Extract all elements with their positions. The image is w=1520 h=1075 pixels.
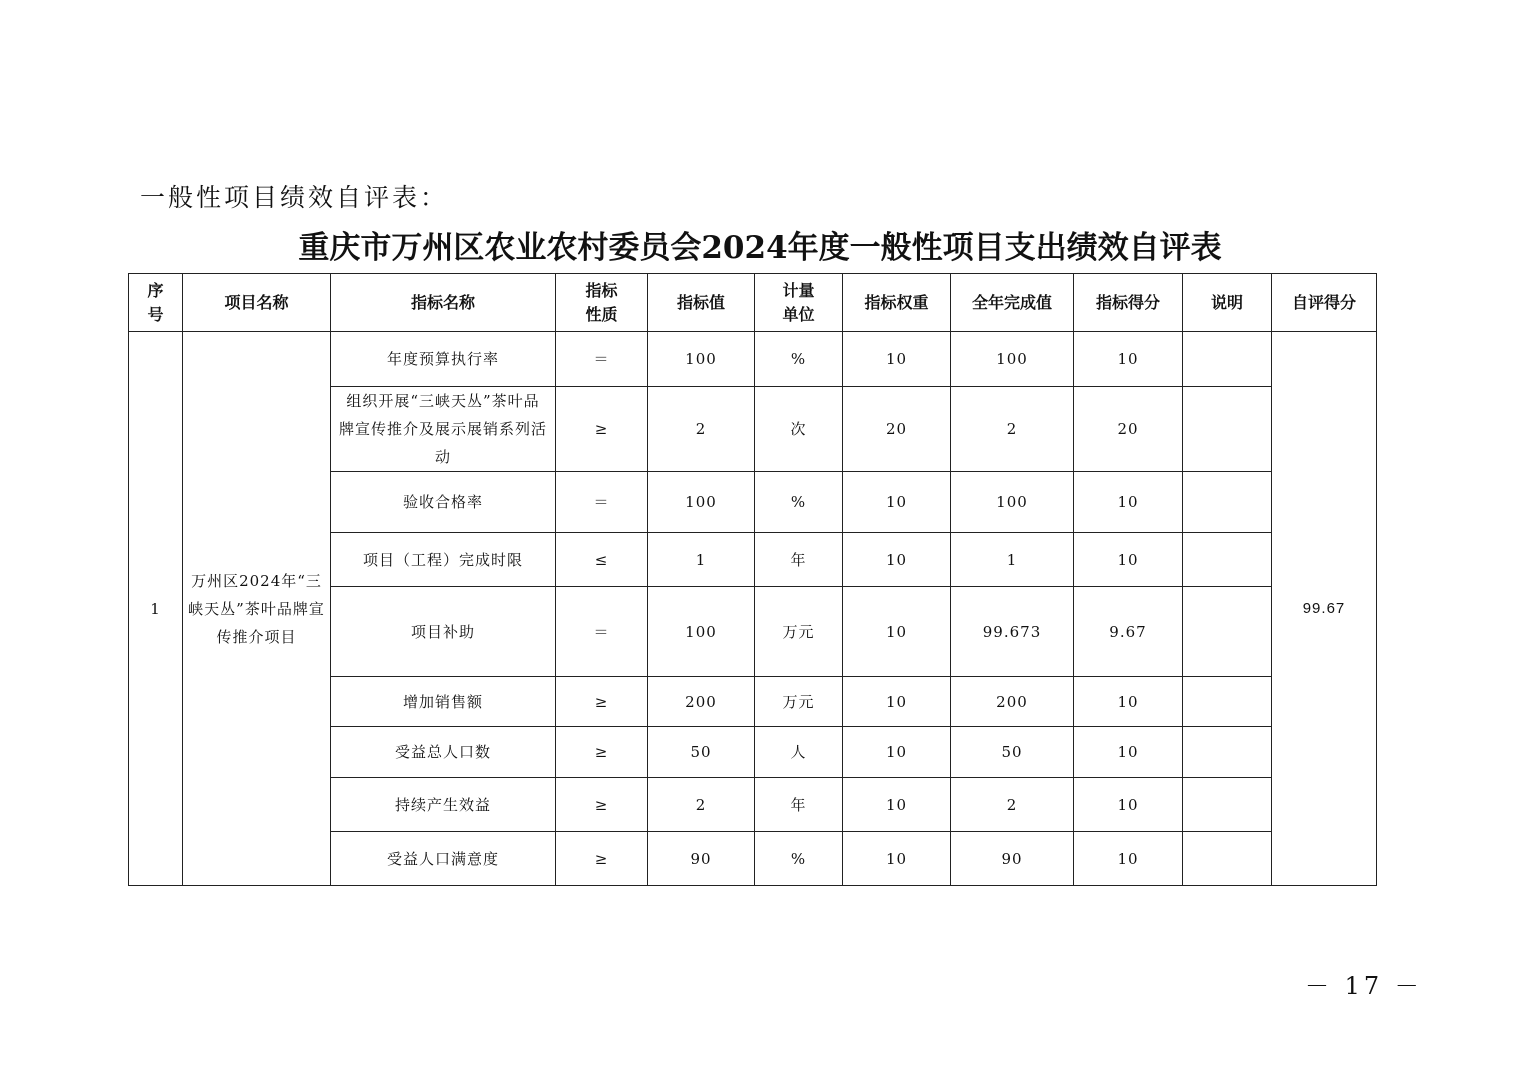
cell-score: 10: [1074, 677, 1183, 727]
cell-indicator: 组织开展“三峡天丛”茶叶品牌宣传推介及展示展销系列活动: [331, 387, 556, 472]
cell-value: 2: [648, 778, 755, 832]
cell-actual: 90: [951, 832, 1074, 886]
cell-nature: ＝: [556, 587, 648, 677]
cell-actual: 200: [951, 677, 1074, 727]
cell-value: 200: [648, 677, 755, 727]
page-number: － 17 －: [1305, 972, 1423, 1000]
header-note: 说明: [1183, 274, 1272, 332]
cell-nature: ≥: [556, 387, 648, 472]
cell-nature: ≥: [556, 677, 648, 727]
cell-indicator: 持续产生效益: [331, 778, 556, 832]
cell-note: [1183, 387, 1272, 472]
cell-actual: 2: [951, 778, 1074, 832]
cell-score: 10: [1074, 832, 1183, 886]
cell-weight: 10: [843, 778, 951, 832]
header-unit: 计量 单位: [755, 274, 843, 332]
cell-weight: 10: [843, 533, 951, 587]
cell-value: 100: [648, 332, 755, 387]
cell-unit: %: [755, 832, 843, 886]
cell-unit: 次: [755, 387, 843, 472]
cell-nature: ≥: [556, 778, 648, 832]
header-indicator-name: 指标名称: [331, 274, 556, 332]
cell-note: [1183, 332, 1272, 387]
cell-note: [1183, 472, 1272, 533]
document-title: 重庆市万州区农业农村委员会2024年度一般性项目支出绩效自评表: [298, 230, 1222, 266]
cell-note: [1183, 677, 1272, 727]
cell-note: [1183, 587, 1272, 677]
cell-unit: %: [755, 332, 843, 387]
header-seq: 序 号: [129, 274, 183, 332]
cell-value: 50: [648, 727, 755, 778]
cell-note: [1183, 778, 1272, 832]
header-self-score: 自评得分: [1272, 274, 1377, 332]
cell-nature: ＝: [556, 472, 648, 533]
cell-value: 90: [648, 832, 755, 886]
cell-unit: %: [755, 472, 843, 533]
cell-indicator: 受益总人口数: [331, 727, 556, 778]
cell-weight: 20: [843, 387, 951, 472]
cell-score: 20: [1074, 387, 1183, 472]
cell-indicator: 受益人口满意度: [331, 832, 556, 886]
header-actual: 全年完成值: [951, 274, 1074, 332]
cell-actual: 50: [951, 727, 1074, 778]
evaluation-table: [128, 273, 1377, 886]
cell-note: [1183, 832, 1272, 886]
header-score: 指标得分: [1074, 274, 1183, 332]
cell-score: 10: [1074, 533, 1183, 587]
header-indicator-value: 指标值: [648, 274, 755, 332]
cell-nature: ＝: [556, 332, 648, 387]
cell-score: 9.67: [1074, 587, 1183, 677]
cell-actual: 100: [951, 472, 1074, 533]
cell-indicator: 项目补助: [331, 587, 556, 677]
cell-unit: 万元: [755, 677, 843, 727]
cell-indicator: 增加销售额: [331, 677, 556, 727]
cell-indicator: 项目（工程）完成时限: [331, 533, 556, 587]
cell-weight: 10: [843, 472, 951, 533]
cell-weight: 10: [843, 727, 951, 778]
header-indicator-nature: 指标 性质: [556, 274, 648, 332]
cell-seq: 1: [129, 332, 183, 886]
cell-weight: 10: [843, 587, 951, 677]
cell-actual: 2: [951, 387, 1074, 472]
cell-nature: ≥: [556, 832, 648, 886]
cell-note: [1183, 727, 1272, 778]
cell-self-score: 99.67: [1272, 332, 1377, 886]
cell-weight: 10: [843, 832, 951, 886]
cell-actual: 1: [951, 533, 1074, 587]
cell-note: [1183, 533, 1272, 587]
cell-indicator: 年度预算执行率: [331, 332, 556, 387]
cell-score: 10: [1074, 332, 1183, 387]
cell-actual: 99.673: [951, 587, 1074, 677]
cell-unit: 万元: [755, 587, 843, 677]
cell-actual: 100: [951, 332, 1074, 387]
cell-indicator: 验收合格率: [331, 472, 556, 533]
cell-weight: 10: [843, 332, 951, 387]
cell-unit: 年: [755, 533, 843, 587]
cell-score: 10: [1074, 727, 1183, 778]
cell-score: 10: [1074, 472, 1183, 533]
cell-nature: ≥: [556, 727, 648, 778]
cell-weight: 10: [843, 677, 951, 727]
cell-score: 10: [1074, 778, 1183, 832]
cell-value: 2: [648, 387, 755, 472]
header-weight: 指标权重: [843, 274, 951, 332]
section-subtitle: 一般性项目绩效自评表：: [140, 183, 449, 212]
cell-value: 100: [648, 587, 755, 677]
cell-unit: 人: [755, 727, 843, 778]
cell-project-name: 万州区2024年“三峡天丛”茶叶品牌宣传推介项目: [183, 332, 331, 886]
cell-value: 100: [648, 472, 755, 533]
cell-unit: 年: [755, 778, 843, 832]
cell-value: 1: [648, 533, 755, 587]
header-project-name: 项目名称: [183, 274, 331, 332]
header-row: [129, 274, 1377, 332]
cell-nature: ≤: [556, 533, 648, 587]
table-row: [129, 332, 1377, 387]
